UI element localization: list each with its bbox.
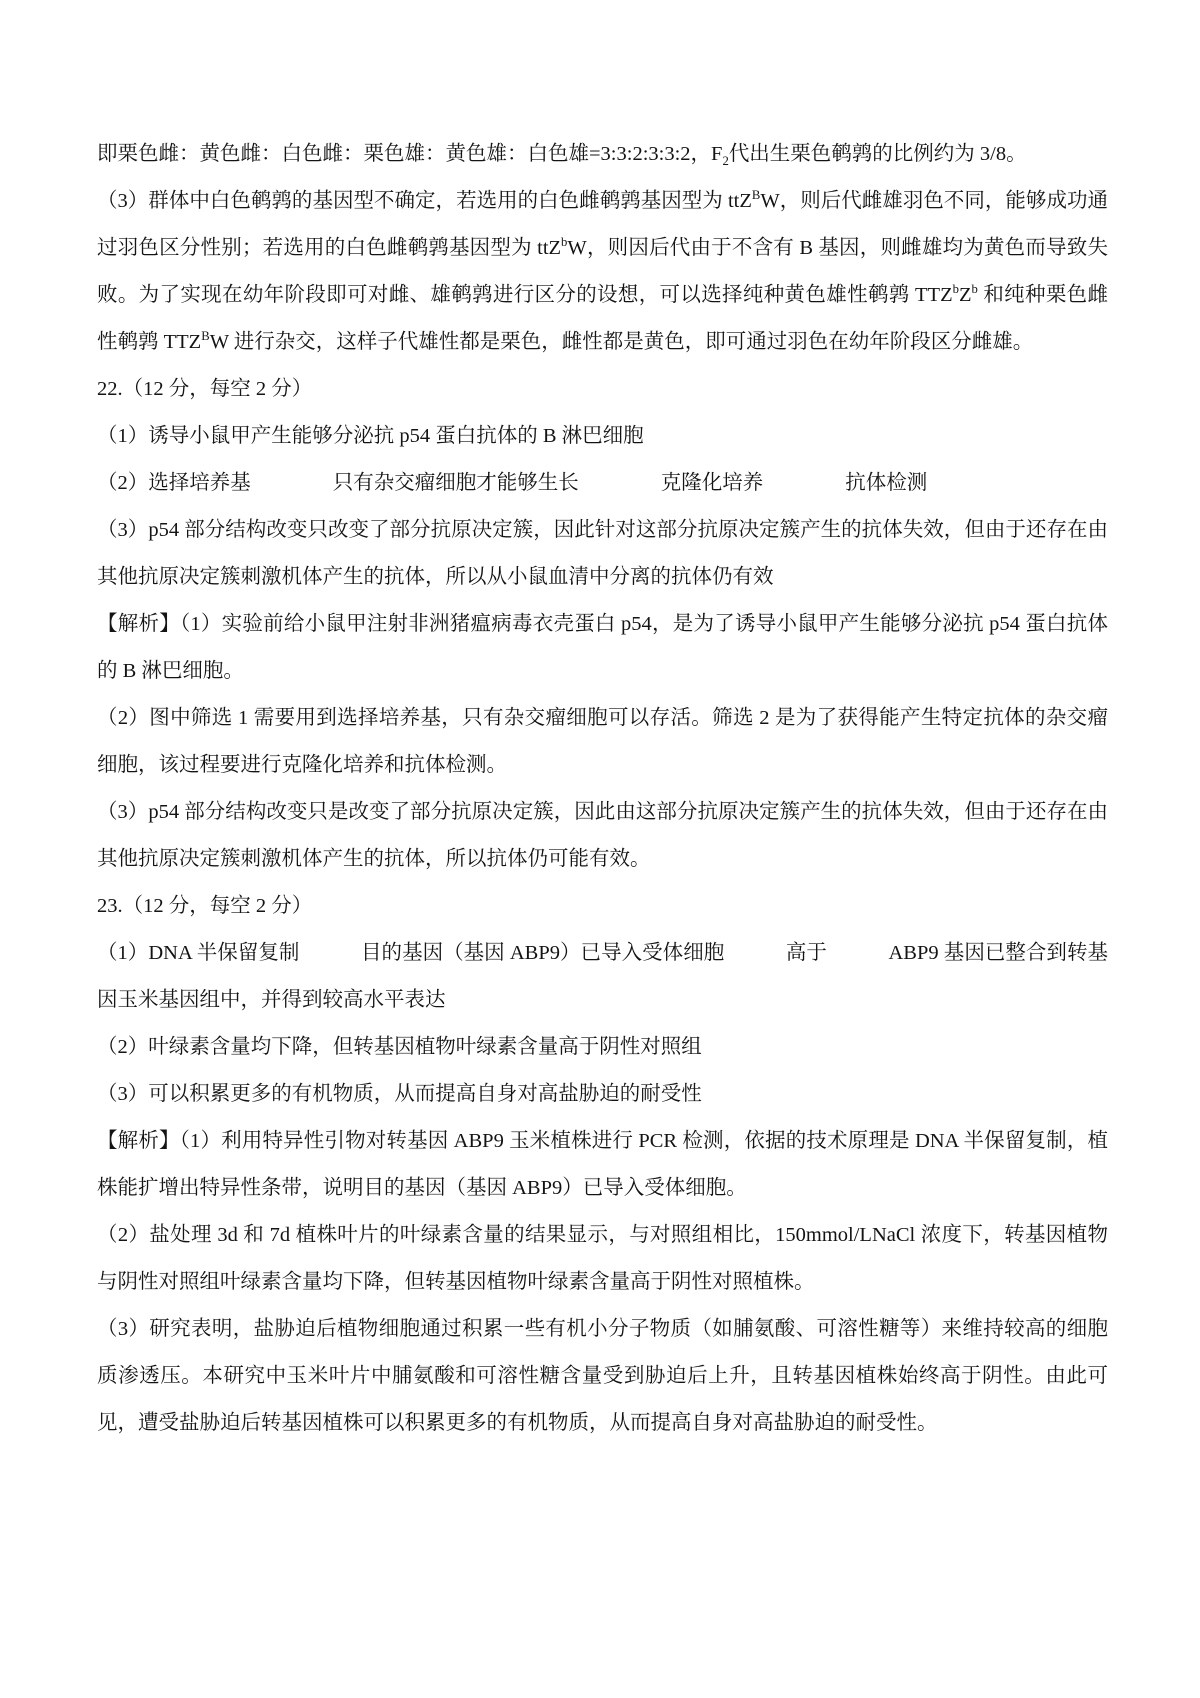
text-run: 【解析】（1）利用特异性引物对转基因 ABP9 玉米植株进行 PCR 检测，依据的技术原理是 DNA 半保留复制，植株能扩增出特异性条带，说明目的基因（基因 ABP9）已导入受体细胞。: [97, 1130, 1108, 1199]
text-run: （2）盐处理 3d 和 7d 植株叶片的叶绿素含量的结果显示，与对照组相比，150mmol/LNaCl 浓度下，转基因植物与阴性对照组叶绿素含量均下降，但转基因植物叶绿素含量高于阴性对照植株。: [97, 1224, 1108, 1293]
text-run: 【解析】（1）实验前给小鼠甲注射非洲猪瘟病毒衣壳蛋白 p54，是为了诱导小鼠甲产生能够分泌抗 p54 蛋白抗体的 B 淋巴细胞。: [97, 613, 1108, 682]
text-run: 23.（12 分，每空 2 分）: [97, 895, 313, 917]
superscript-allele: b: [952, 282, 959, 297]
ratio-conclusion-line: [97, 131, 1108, 178]
analysis-23-part3: [97, 1306, 1108, 1447]
text-run: （1）诱导小鼠甲产生能够分泌抗 p54 蛋白抗体的 B 淋巴细胞: [97, 425, 644, 447]
analysis-23-part1: [97, 1118, 1108, 1212]
text-run: 即栗色雌：黄色雌：白色雌：栗色雄：黄色雄：白色雄=3:3:2:3:3:2，F: [97, 143, 723, 165]
text-run: （1）DNA 半保留复制 目的基因（基因 ABP9）已导入受体细胞 高于 ABP9 基因已整合到转基因玉米基因组中，并得到较高水平表达: [97, 942, 1108, 1011]
answer-23-part3: [97, 1071, 1108, 1118]
superscript-allele: b: [971, 282, 978, 297]
text-run: W，则因后代由于不含有 B 基因，则雌雄均为黄色而导致失败。为了实现在幼年阶段即可对雌、雄鹌鹑进行区分的设想，可以选择纯种黄色雄性鹌鹑 TTZ: [97, 237, 1108, 306]
text-run: （3）群体中白色鹌鹑的基因型不确定，若选用的白色雌鹌鹑基因型为 ttZ: [97, 190, 752, 212]
text-run: W 进行杂交，这样子代雄性都是栗色，雌性都是黄色，即可通过羽色在幼年阶段区分雌雄。: [209, 331, 1034, 353]
superscript-allele: B: [201, 329, 210, 344]
superscript-allele: b: [561, 235, 568, 250]
text-run: 和纯种栗色雌性鹌鹑 TTZ: [97, 284, 1108, 353]
text-run: （2）图中筛选 1 需要用到选择培养基，只有杂交瘤细胞可以存活。筛选 2 是为了获得能产生特定抗体的杂交瘤细胞，该过程要进行克隆化培养和抗体检测。: [97, 707, 1108, 776]
question-22-header: [97, 366, 1108, 413]
answer-23-part1: [97, 930, 1108, 1024]
question-23-header: [97, 883, 1108, 930]
text-run: （3）可以积累更多的有机物质，从而提高自身对高盐胁迫的耐受性: [97, 1083, 702, 1105]
text-run: 22.（12 分，每空 2 分）: [97, 378, 313, 400]
answer-22-part1: [97, 413, 1108, 460]
document-content: [97, 131, 1108, 1447]
answer-23-part2: [97, 1024, 1108, 1071]
text-run: （3）研究表明，盐胁迫后植物细胞通过积累一些有机小分子物质（如脯氨酸、可溶性糖等）来维持较高的细胞质渗透压。本研究中玉米叶片中脯氨酸和可溶性糖含量受到胁迫后上升，且转基因植株始终高于阴性。由此可见，遭受盐胁迫后转基因植株可以积累更多的有机物质，从而提高自身对高盐胁迫的耐受性。: [97, 1318, 1108, 1434]
text-run: 代出生栗色鹌鹑的比例约为 3/8。: [728, 143, 1027, 165]
analysis-22-part1: [97, 601, 1108, 695]
text-run: （3）p54 部分结构改变只是改变了部分抗原决定簇，因此由这部分抗原决定簇产生的抗体失效，但由于还存在由其他抗原决定簇刺激机体产生的抗体，所以抗体仍可能有效。: [97, 801, 1108, 870]
analysis-22-part2: [97, 695, 1108, 789]
analysis-22-part3: [97, 789, 1108, 883]
text-run: （3）p54 部分结构改变只改变了部分抗原决定簇，因此针对这部分抗原决定簇产生的抗体失效，但由于还存在由其他抗原决定簇刺激机体产生的抗体，所以从小鼠血清中分离的抗体仍有效: [97, 519, 1108, 588]
text-run: （2）选择培养基 只有杂交瘤细胞才能够生长 克隆化培养 抗体检测: [97, 472, 928, 494]
analysis-23-part2: [97, 1212, 1108, 1306]
answer-22-part2: [97, 460, 1108, 507]
superscript-allele: B: [751, 188, 761, 203]
text-run: W，则后代雌雄羽色不同，能够成功通过羽色区分性别；若选用的白色雌鹌鹑基因型为 ttZ: [97, 190, 1108, 259]
answer-22-part3: [97, 507, 1108, 601]
answer-21-part3: [97, 178, 1108, 366]
text-run: Z: [958, 284, 972, 306]
text-run: （2）叶绿素含量均下降，但转基因植物叶绿素含量高于阴性对照组: [97, 1036, 702, 1058]
subscript-generation: 2: [722, 154, 729, 169]
